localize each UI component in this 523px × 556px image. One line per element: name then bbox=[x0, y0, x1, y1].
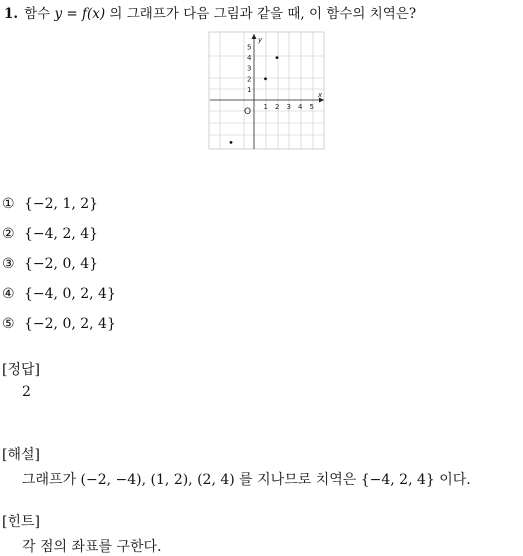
choice-1[interactable] bbox=[2, 196, 98, 212]
graph-grid bbox=[209, 32, 324, 149]
graph-point bbox=[276, 56, 279, 59]
answer-value: 2 bbox=[22, 384, 31, 400]
choice-2[interactable] bbox=[2, 226, 98, 242]
x-tick-label: 4 bbox=[298, 103, 303, 111]
choice-3-text: {−2, 0, 4} bbox=[24, 256, 99, 272]
choice-1-text: {−2, 1, 2} bbox=[24, 196, 99, 212]
hint-label: [힌트] bbox=[2, 514, 40, 530]
choice-4-mark: ④ bbox=[2, 286, 15, 302]
hint-text: 각 점의 좌표를 구한다. bbox=[22, 539, 162, 555]
choice-5-text: {−2, 0, 2, 4} bbox=[24, 316, 116, 332]
choice-1-mark: ① bbox=[2, 196, 15, 212]
y-tick-label: 1 bbox=[247, 85, 252, 94]
choice-3[interactable] bbox=[2, 256, 98, 272]
choice-4-text: {−4, 0, 2, 4} bbox=[24, 286, 116, 302]
x-tick-label: 3 bbox=[286, 103, 291, 111]
graph-axes bbox=[210, 34, 324, 149]
function-graph bbox=[208, 31, 326, 153]
x-axis-label: x bbox=[318, 91, 323, 99]
y-tick-labels bbox=[247, 44, 252, 94]
graph-point bbox=[230, 141, 233, 144]
y-tick-label: 2 bbox=[247, 75, 252, 84]
explanation-label: [해설] bbox=[2, 447, 40, 463]
choice-2-text: {−4, 2, 4} bbox=[24, 226, 99, 242]
y-axis-arrow-icon bbox=[252, 34, 257, 39]
x-tick-labels bbox=[264, 103, 314, 111]
question-number: 1. bbox=[4, 6, 19, 22]
y-tick-label: 3 bbox=[247, 64, 252, 73]
x-tick-label: 2 bbox=[275, 103, 280, 111]
y-axis-label: y bbox=[258, 36, 263, 44]
x-tick-label: 1 bbox=[263, 103, 268, 111]
choice-4[interactable] bbox=[2, 286, 116, 302]
question-text bbox=[4, 2, 416, 22]
explanation-text: 그래프가 (−2, −4), (1, 2), (2, 4) 를 지나므로 치역은 {−4, 2, 4} 이다. bbox=[22, 472, 471, 488]
answer-label: [정답] bbox=[2, 362, 40, 378]
x-tick-label: 5 bbox=[309, 103, 314, 111]
graph-point bbox=[264, 77, 267, 80]
question-prefix: 함수 bbox=[24, 6, 55, 22]
choice-3-mark: ③ bbox=[2, 256, 15, 272]
y-tick-label: 5 bbox=[247, 43, 252, 52]
y-tick-label: 4 bbox=[247, 54, 252, 63]
grid-frame bbox=[209, 32, 324, 149]
question-suffix: 의 그래프가 다음 그림과 같을 때, 이 함수의 치역은? bbox=[105, 6, 417, 22]
choice-5[interactable] bbox=[2, 316, 116, 332]
question-math: y = f(x) bbox=[54, 6, 106, 22]
choice-2-mark: ② bbox=[2, 226, 15, 242]
origin-label: O bbox=[244, 107, 252, 117]
choice-5-mark: ⑤ bbox=[2, 316, 15, 332]
